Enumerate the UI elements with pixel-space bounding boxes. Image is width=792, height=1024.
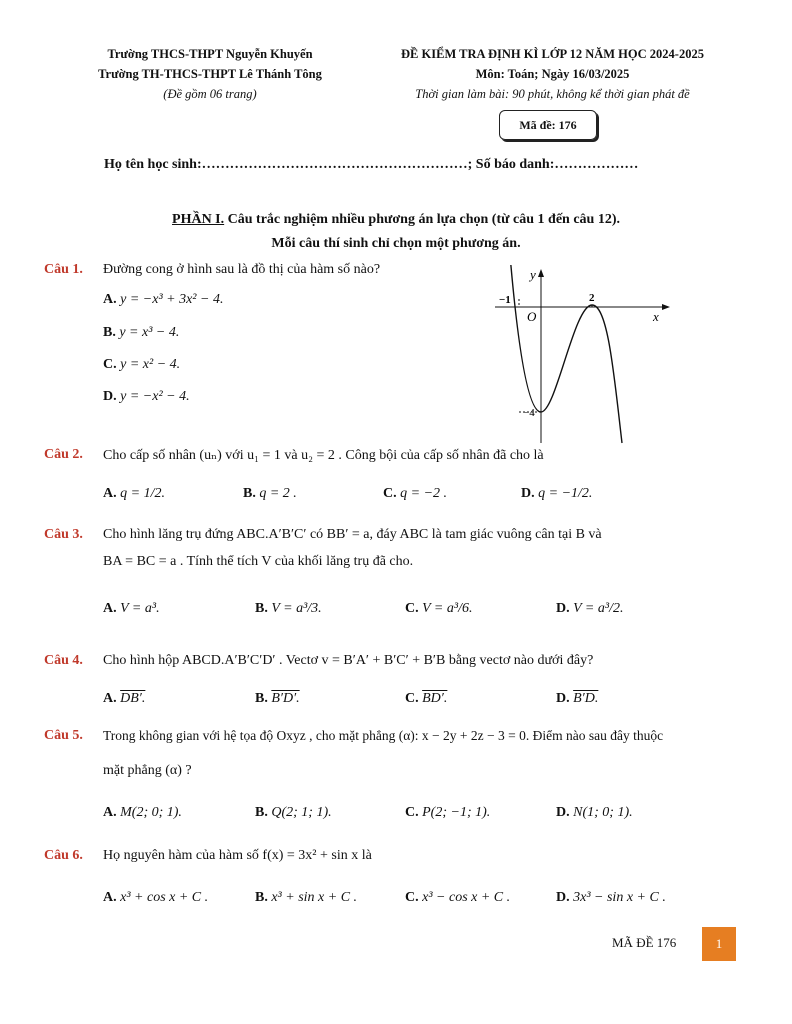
q6-option-a: A. x³ + cos x + C . <box>103 890 209 905</box>
q5-text-line1: Trong không gian với hệ tọa độ Oxyz , cho mặt phẳng (α): x − 2y + 2z − 3 = 0. Điểm nào sau đây thuộc <box>103 728 664 743</box>
q4-option-d: D. B′D. <box>556 691 599 706</box>
q3-option-a: A. V = a³. <box>103 601 160 616</box>
school-name-1: Trường THCS-THPT Nguyễn Khuyến <box>107 47 313 61</box>
q3-text-line1: Cho hình lăng trụ đứng ABC.A′B′C′ có BB′ = a, đáy ABC là tam giác vuông cân tại B và <box>103 527 602 542</box>
q5-option-d: D. N(1; 0; 1). <box>556 805 633 820</box>
exam-subject: Môn: Toán; Ngày 16/03/2025 <box>475 67 630 81</box>
q5-option-a: A. M(2; 0; 1). <box>103 805 182 820</box>
q4-option-c: C. BD′. <box>405 691 448 706</box>
q2-option-a: A. q = 1/2. <box>103 486 165 501</box>
q3-option-b: B. V = a³/3. <box>255 601 322 616</box>
q5-text-line2: mặt phẳng (α) ? <box>103 763 192 778</box>
q2-label: Câu 2. <box>44 447 83 462</box>
tick-neg4: −4 <box>523 407 535 419</box>
x-axis-label: x <box>653 309 659 324</box>
q1-option-d: D. y = −x² − 4. <box>103 389 190 404</box>
part-title: Câu trắc nghiệm nhiều phương án lựa chọn (từ câu 1 đến câu 12). <box>227 212 620 227</box>
q1-option-c: C. y = x² − 4. <box>103 357 181 372</box>
q4-option-a: A. DB′. <box>103 691 146 706</box>
q2-option-b: B. q = 2 . <box>243 486 297 501</box>
tick-2: 2 <box>589 292 595 304</box>
part-number: PHẦN I. <box>172 212 225 227</box>
exam-code-box: Mã đề: 176 <box>499 110 597 140</box>
q3-text-line2: BA = BC = a . Tính thể tích V của khối lăng trụ đã cho. <box>103 554 414 569</box>
q1-option-a: A. y = −x³ + 3x² − 4. <box>103 292 224 307</box>
student-info-line: Họ tên học sinh:…………………………………………………; Số báo danh:……………… <box>104 157 639 172</box>
q1-option-b: B. y = x³ − 4. <box>103 325 180 340</box>
q6-text: Họ nguyên hàm của hàm số f(x) = 3x² + sin x là <box>103 848 372 863</box>
page-count: (Đề gồm 06 trang) <box>163 87 257 101</box>
q3-option-d: D. V = a³/2. <box>556 601 624 616</box>
q5-option-c: C. P(2; −1; 1). <box>405 805 491 820</box>
q6-option-d: D. 3x³ − sin x + C . <box>556 890 666 905</box>
page-number: 1 <box>702 927 736 961</box>
part-subtitle: Mỗi câu thí sinh chỉ chọn một phương án. <box>271 236 521 251</box>
y-axis-arrow <box>538 269 544 277</box>
q2-text: Cho cấp số nhân (uₙ) với u₁ = 1 và u₂ = 2 . Công bội của cấp số nhân đã cho là <box>103 448 544 463</box>
q5-option-b: B. Q(2; 1; 1). <box>255 805 332 820</box>
q2-option-c: C. q = −2 . <box>383 486 448 501</box>
school-name-2: Trường TH-THCS-THPT Lê Thánh Tông <box>98 67 322 81</box>
q3-option-c: C. V = a³/6. <box>405 601 473 616</box>
header-left <box>60 44 360 104</box>
part-heading <box>0 208 792 256</box>
q6-option-c: C. x³ − cos x + C . <box>405 890 511 905</box>
q1-text: Đường cong ở hình sau là đồ thị của hàm số nào? <box>103 262 381 277</box>
q2-option-d: D. q = −1/2. <box>521 486 593 501</box>
q4-text: Cho hình hộp ABCD.A′B′C′D′ . Vectơ v = B′A′ + B′C′ + B′B bằng vectơ nào dưới đây? <box>103 653 594 668</box>
y-axis-label: y <box>530 267 536 282</box>
q3-label: Câu 3. <box>44 527 83 542</box>
q1-graph <box>490 265 680 445</box>
x-axis-arrow <box>662 304 670 310</box>
exam-title: ĐỀ KIỂM TRA ĐỊNH KÌ LỚP 12 NĂM HỌC 2024-2025 <box>401 47 704 61</box>
exam-time: Thời gian làm bài: 90 phút, không kể thời gian phát đề <box>415 87 690 101</box>
header-right <box>365 44 740 104</box>
footer-exam-code: MÃ ĐỀ 176 <box>612 935 677 950</box>
tick-neg1: −1 <box>499 294 511 306</box>
q6-option-b: B. x³ + sin x + C . <box>255 890 358 905</box>
q6-label: Câu 6. <box>44 848 83 863</box>
q4-option-b: B. B′D′. <box>255 691 300 706</box>
q5-label: Câu 5. <box>44 728 83 743</box>
origin-label: O <box>527 309 537 324</box>
q1-label: Câu 1. <box>44 262 83 277</box>
q4-label: Câu 4. <box>44 653 83 668</box>
